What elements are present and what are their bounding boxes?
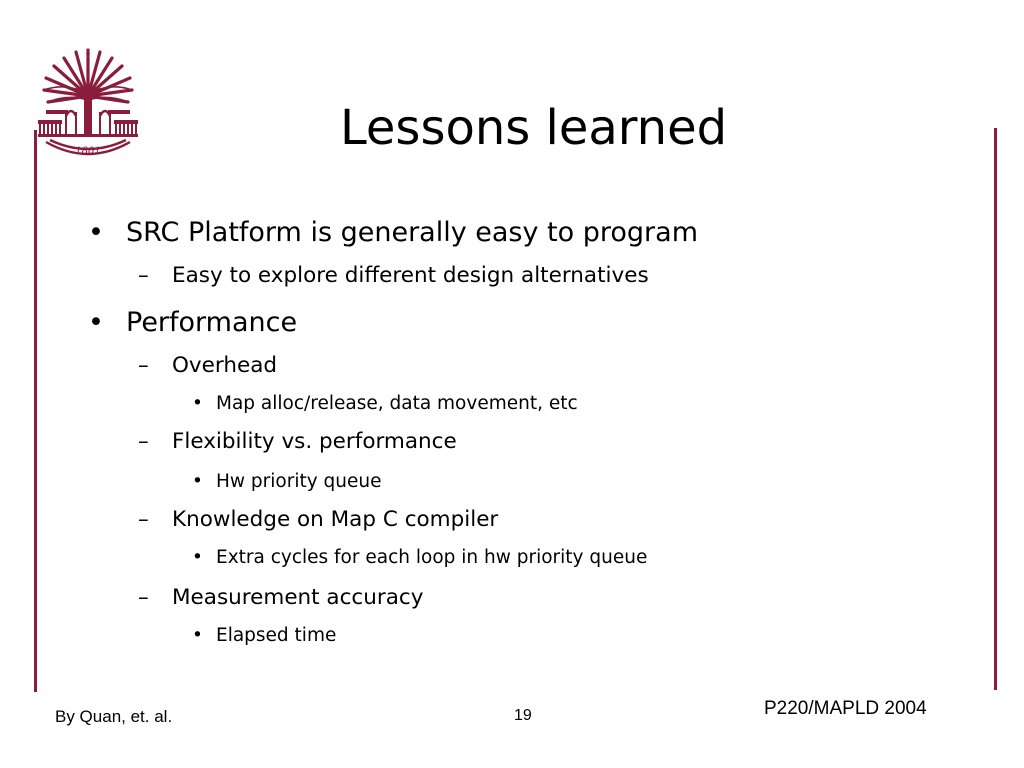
bullet-text-level-2: Easy to explore different design alternatives	[172, 263, 649, 288]
bullet-text-level-3: Extra cycles for each loop in hw priority queue	[216, 547, 648, 568]
bullet-marker-level-2: –	[138, 429, 149, 454]
bullet-text-level-1: Performance	[126, 307, 298, 338]
bullet-marker-level-2: –	[138, 353, 149, 378]
palmetto-tree-seal-icon	[36, 44, 140, 162]
bullet-marker-level-1: •	[88, 217, 104, 248]
bullet-marker-level-2: –	[138, 585, 149, 610]
bullet-text-level-1: SRC Platform is generally easy to program	[126, 217, 698, 248]
left-accent-rule	[34, 130, 37, 692]
bullet-text-level-2: Measurement accuracy	[172, 585, 424, 610]
bullet-marker-level-1: •	[88, 307, 104, 338]
bullet-text-level-2: Overhead	[172, 353, 278, 378]
bullet-marker-level-3: •	[192, 471, 203, 492]
footer-event: P220/MAPLD 2004	[764, 698, 927, 719]
footer-page-number: 19	[514, 707, 532, 724]
bullet-text-level-3: Elapsed time	[216, 625, 337, 646]
bullet-marker-level-3: •	[192, 393, 203, 414]
bullet-marker-level-2: –	[138, 263, 149, 288]
logo-year: 1801	[75, 146, 101, 157]
bullet-marker-level-3: •	[192, 625, 203, 646]
footer-author: By Quan, et. al.	[55, 707, 173, 726]
bullet-marker-level-2: –	[138, 507, 149, 532]
bullet-text-level-3: Map alloc/release, data movement, etc	[216, 393, 578, 414]
right-accent-rule	[994, 128, 997, 690]
slide-title: Lessons learned	[340, 100, 728, 156]
bullet-text-level-2: Flexibility vs. performance	[172, 429, 457, 454]
bullet-text-level-2: Knowledge on Map C compiler	[172, 507, 499, 532]
bullet-marker-level-3: •	[192, 547, 203, 568]
bullet-text-level-3: Hw priority queue	[216, 471, 382, 492]
